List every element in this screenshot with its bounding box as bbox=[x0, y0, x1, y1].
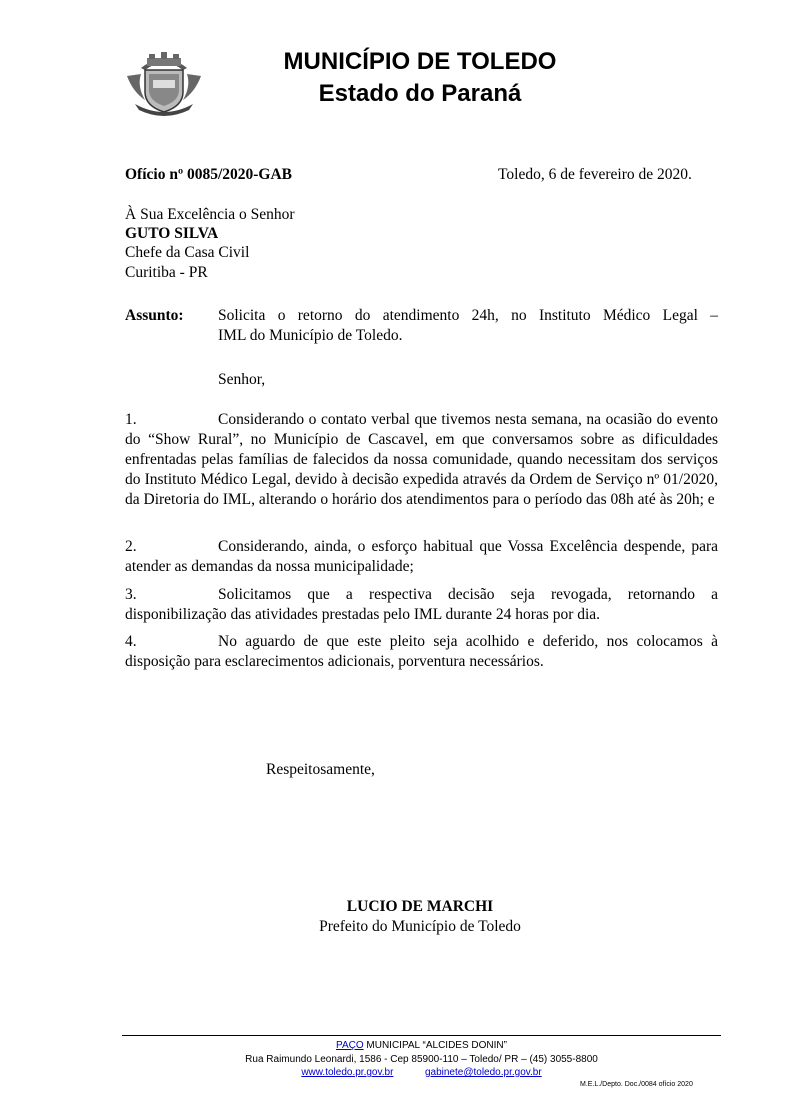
paco-link[interactable]: PAÇO bbox=[336, 1040, 364, 1051]
paragraph-text: No aguardo de que este pleito seja acolhido e deferido, nos colocamos à disposição para esclarecimentos adicionais, porventura necessários. bbox=[125, 633, 718, 670]
paragraph-text: Solicitamos que a respectiva decisão seja revogada, retornando a disponibilização das atividades prestadas pelo IML durante 24 horas por dia. bbox=[125, 586, 718, 623]
paragraph-number: 1. bbox=[125, 411, 137, 428]
letter-reference: Ofício nº 0085/2020-GAB bbox=[125, 166, 293, 183]
recipient-salutation: À Sua Excelência o Senhor bbox=[125, 206, 295, 223]
paragraph-text: Considerando o contato verbal que tivemos nesta semana, na ocasião do evento do “Show Rural”, no Município de Cascavel, em que conversamos sobre as dificuldades enfrentadas pelas famílias de falecidos da nossa comunidade, quando necessitam dos serviços do Instituto Médico Legal, devido à decisão expedida através da Ordem de Serviço nº 01/2020, da Diretoria do IML, alterando o horário dos atendimentos para o período das 08h até às 20h; e bbox=[125, 411, 718, 508]
recipient-role: Chefe da Casa Civil bbox=[125, 244, 250, 261]
place-date: Toledo, 6 de fevereiro de 2020. bbox=[498, 166, 692, 183]
paragraph-number: 2. bbox=[125, 538, 137, 555]
footer-address: Rua Raimundo Leonardi, 1586 - Cep 85900-110 – Toledo/ PR – (45) 3055-8800 bbox=[245, 1054, 598, 1065]
paragraph-text: Considerando, ainda, o esforço habitual que Vossa Excelência despende, para atender as demandas da nossa municipalidade; bbox=[125, 538, 718, 575]
paragraph-1 bbox=[125, 410, 718, 510]
email-link[interactable]: gabinete@toledo.pr.gov.br bbox=[424, 1067, 542, 1078]
footer-building bbox=[122, 1040, 721, 1052]
paragraph-2 bbox=[125, 537, 718, 577]
subject-text-line1: Solicita o retorno do atendimento 24h, no Instituto Médico Legal – bbox=[218, 307, 718, 324]
state-subtitle: Estado do Paraná bbox=[318, 80, 522, 107]
municipality-title: MUNICÍPIO DE TOLEDO bbox=[283, 48, 557, 75]
document-reference: M.E.L./Depto. Doc./0084 ofício 2020 bbox=[580, 1081, 693, 1088]
closing: Respeitosamente, bbox=[266, 761, 375, 778]
paragraph-number: 4. bbox=[125, 633, 137, 650]
subject-text-line2: IML do Município de Toledo. bbox=[218, 327, 403, 344]
signer-title: Prefeito do Município de Toledo bbox=[319, 918, 521, 935]
recipient-name: GUTO SILVA bbox=[125, 225, 219, 242]
subject-label: Assunto: bbox=[125, 307, 184, 324]
greeting: Senhor, bbox=[218, 371, 266, 388]
website-link[interactable]: www.toledo.pr.gov.br bbox=[301, 1067, 394, 1078]
paragraph-number: 3. bbox=[125, 586, 137, 603]
paragraph-3 bbox=[125, 585, 718, 625]
municipal-crest-icon bbox=[123, 46, 205, 118]
signer-name: LUCIO DE MARCHI bbox=[346, 898, 494, 915]
building-name: MUNICIPAL “ALCIDES DONIN” bbox=[363, 1040, 507, 1051]
footer-links bbox=[122, 1067, 721, 1079]
footer-divider bbox=[122, 1035, 721, 1036]
paragraph-4 bbox=[125, 632, 718, 672]
recipient-city: Curitiba - PR bbox=[125, 264, 208, 281]
